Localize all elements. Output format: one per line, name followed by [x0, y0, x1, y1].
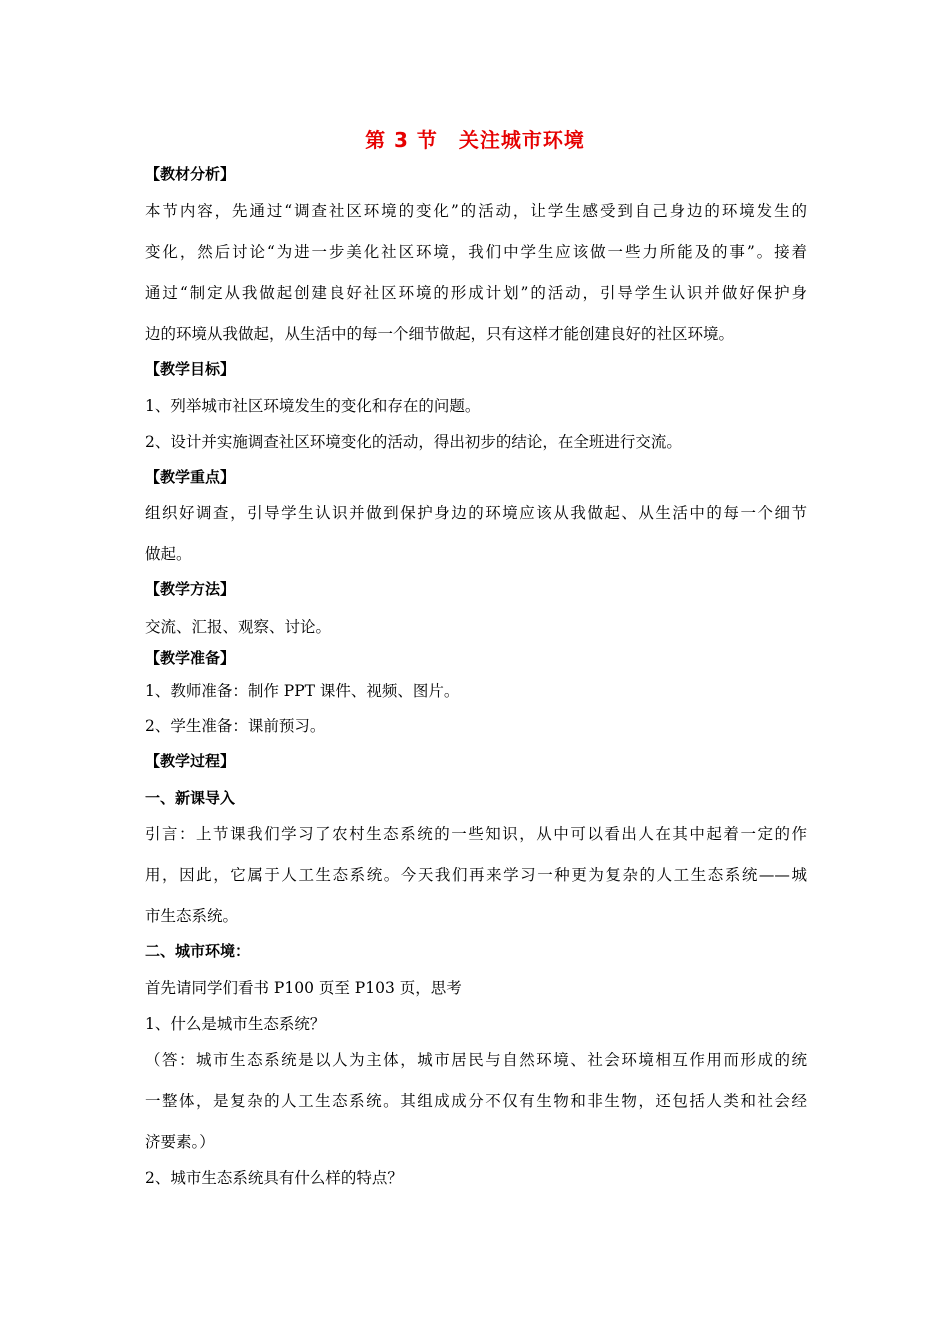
list-item: 2、设计并实施调查社区环境变化的活动，得出初步的结论，在全班进行交流。: [145, 433, 682, 451]
list-item: 1、教师准备：制作 PPT 课件、视频、图片。: [145, 682, 460, 700]
list-item: 1、列举城市社区环境发生的变化和存在的问题。: [145, 397, 481, 415]
paragraph-line: 变化，然后讨论“为进一步美化社区环境，我们中学生应该做一些力所能及的事”。接着: [145, 243, 807, 261]
paragraph-line: 用，因此，它属于人工生态系统。今天我们再来学习一种更为复杂的人工生态系统——城: [145, 866, 807, 884]
paragraph-line: 做起。: [145, 545, 192, 563]
page-title: 第 3 节 关注城市环境: [365, 128, 585, 152]
paragraph-line: 通过“制定从我做起创建良好社区环境的形成计划”的活动，引导学生认识并做好保护身: [145, 284, 807, 302]
paragraph-line: 本节内容，先通过“调查社区环境的变化”的活动，让学生感受到自己身边的环境发生的: [145, 202, 807, 220]
question-item: 2、城市生态系统具有什么样的特点？: [145, 1169, 403, 1187]
paragraph-line: 边的环境从我做起，从生活中的每一个细节做起，只有这样才能创建良好的社区环境。: [145, 325, 735, 343]
section-heading-analysis: 【教材分析】: [145, 165, 236, 183]
section-heading-goals: 【教学目标】: [145, 360, 236, 378]
paragraph-line: 组织好调查，引导学生认识并做到保护身边的环境应该从我做起、从生活中的每一个细节: [145, 504, 807, 522]
list-item: 2、学生准备：课前预习。: [145, 717, 326, 735]
subsection-heading-intro: 一、新课导入: [145, 789, 236, 807]
paragraph-line: 市生态系统。: [145, 907, 239, 925]
answer-line: 一整体，是复杂的人工生态系统。其组成成分不仅有生物和非生物，还包括人类和社会经: [145, 1092, 807, 1110]
section-heading-process: 【教学过程】: [145, 752, 236, 770]
section-heading-focus: 【教学重点】: [145, 468, 236, 486]
paragraph-line: 首先请同学们看书 P100 页至 P103 页，思考: [145, 979, 462, 997]
paragraph-line: 引言：上节课我们学习了农村生态系统的一些知识，从中可以看出人在其中起着一定的作: [145, 825, 807, 843]
answer-line: 济要素。）: [145, 1133, 215, 1151]
section-heading-prep: 【教学准备】: [145, 649, 236, 667]
paragraph-line: 交流、汇报、观察、讨论。: [145, 618, 332, 636]
subsection-heading-city: 二、城市环境：: [145, 942, 251, 960]
section-heading-methods: 【教学方法】: [145, 580, 236, 598]
question-item: 1、什么是城市生态系统？: [145, 1015, 326, 1033]
answer-line: （答：城市生态系统是以人为主体，城市居民与自然环境、社会环境相互作用而形成的统: [145, 1051, 807, 1069]
